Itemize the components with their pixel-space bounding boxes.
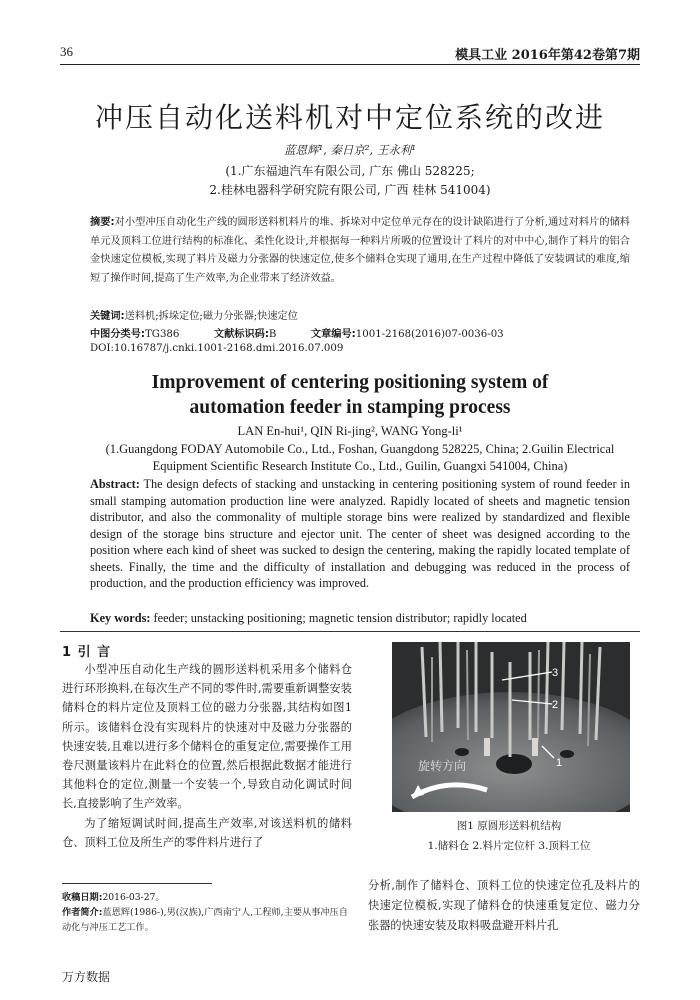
received-date xyxy=(62,890,352,905)
body-left-column xyxy=(62,660,352,852)
title-en-line-1: Improvement of centering positioning system of xyxy=(151,372,549,393)
received-label: 收稿日期: xyxy=(62,892,103,903)
affiliation-cn-1: (1.广东福迪汽车有限公司, 广东 佛山 528225; xyxy=(225,164,475,178)
title-en xyxy=(0,370,700,420)
keywords-en-label: Key words: xyxy=(90,611,151,625)
abstract-cn xyxy=(90,214,630,288)
figure-1-caption: 图1 原圆形送料机结构 xyxy=(456,820,562,832)
abstract-en-label: Abstract: xyxy=(90,477,140,491)
keywords-en xyxy=(90,611,630,626)
section-heading-intro: 1 引 言 xyxy=(62,645,112,660)
figure-1-legend: 1.储料仓 2.料片定位杆 3.顶料工位 xyxy=(427,840,591,852)
abstract-cn-text: 对小型冲压自动化生产线的圆形送料机料片的堆、拆垛对中定位单元存在的设计缺陷进行了分析,通过对料片的储料单元及顶料工位进行结构的标准化、柔性化设计,并根据每一种料片所吸的位置设计了料片的对中中心,制作了料片的铝合金快速定位模板,实现了料片及磁力分张器的快速定位,使多个储料仓实现了通用,在生产过程中降低了安装调试的难度,缩短了操作时间,提高了生产效率,为企业带来了经济效益。 xyxy=(90,217,630,284)
abstract-cn-label: 摘要: xyxy=(90,217,115,228)
clc-label: 中图分类号: xyxy=(90,329,146,340)
authors-cn: 蓝恩辉¹, 秦日京², 王永利¹ xyxy=(284,143,416,157)
feeder-photo-illustration xyxy=(392,642,630,812)
abstract-en-text: The design defects of stacking and unstacking in centering positioning system of round feeder in small stamping automation production line were analyzed. Rapidly located of sheets and magnetic tension distributor, and also the commonality of multiple storage bins were realized by standardized and flexible design of the storage bins structure and ejector unit. The center of sheet was designed according to the position where each kind of sheet was sucked to design the centering, making the rapidly located template of sheets. Finally, the time and the difficulty of installation and debugging was reduced in the process of production, and the production efficiency was improved. xyxy=(90,477,631,590)
doc-code-value: B xyxy=(268,329,277,340)
classification-line xyxy=(90,325,504,340)
journal-name: 模具工业 2016年第42卷第7期 xyxy=(455,48,640,63)
keywords-cn xyxy=(90,307,298,322)
figure-1-photo xyxy=(392,642,630,812)
affiliation-en: (1.Guangdong FODAY Automobile Co., Ltd., Foshan, Guangdong 528225, China; 2.Guilin Electrical Equipment Scientific Research Institute Co., Ltd., Guilin, Guangxi 541004, China) xyxy=(105,442,615,473)
photo-label-1: 1 xyxy=(556,757,563,769)
footnote xyxy=(62,890,352,935)
abstract-en xyxy=(90,476,630,592)
bio-text: 蓝恩辉(1986-),男(汉族),广西南宁人,工程师,主要从事冲压自动化与冲压工艺工作。 xyxy=(62,907,348,933)
doc-code-label: 文献标识码: xyxy=(213,329,269,340)
doi: DOI:10.16787/j.cnki.1001-2168.dmi.2016.07.009 xyxy=(90,343,344,354)
page-number: 36 xyxy=(60,44,73,59)
paragraph-1: 小型冲压自动化生产线的圆形送料机采用多个储料仓进行环形换料,在每次生产不同的零件时,需要重新调整安装储料仓的料片定位及顶料工位的磁力分张器,其结构如图1所示。该储料仓没有实现料片的快速对中及磁力分张器的快速安装,且难以进行多个储料仓的重复定位,需要操作工用卷尺测量该料片在此料仓的位置,然后根据此数据才能进行其他料仓的定位,测量一个安装一个,导致自动化调试时间长,直接影响了生产效率。 xyxy=(62,663,352,811)
article-no-value: 1001-2168(2016)07-0036-03 xyxy=(355,329,504,340)
watermark: 万方数据 xyxy=(62,970,111,984)
authors-en: LAN En-hui¹, QIN Ri-jing², WANG Yong-li¹ xyxy=(237,424,463,438)
photo-label-3: 3 xyxy=(552,667,559,679)
bio-label: 作者简介: xyxy=(62,907,103,918)
keywords-cn-text: 送料机;拆垛定位;磁力分张器;快速定位 xyxy=(124,311,298,322)
article-no-label: 文章编号: xyxy=(310,329,356,340)
clc-value: TG386 xyxy=(145,329,180,340)
received-value: 2016-03-27。 xyxy=(102,892,165,903)
keywords-cn-label: 关键词: xyxy=(90,311,125,322)
running-header xyxy=(60,44,640,65)
title-en-line-2: automation feeder in stamping process xyxy=(189,397,511,418)
title-cn: 冲压自动化送料机对中定位系统的改进 xyxy=(94,101,605,134)
author-bio xyxy=(62,905,352,935)
section-divider xyxy=(60,631,640,632)
keywords-en-text: feeder; unstacking positioning; magnetic tension distributor; rapidly located xyxy=(153,611,527,625)
paragraph-2: 为了缩短调试时间,提高生产效率,对该送料机的储料仓、顶料工位及所生产的零件料片进行了 xyxy=(62,816,352,849)
affiliation-cn-2: 2.桂林电器科学研究院有限公司, 广西 桂林 541004) xyxy=(209,183,491,197)
rotation-direction-label: 旋转方向 xyxy=(418,759,467,773)
footnote-divider xyxy=(62,883,212,884)
body-right-column: 分析,制作了储料仓、顶料工位的快速定位孔及料片的快速定位模板,实现了储料仓的快速重复定位、磁力分张器的快速安装及取料吸盘避开料片孔 xyxy=(368,879,640,932)
photo-label-2: 2 xyxy=(552,699,559,711)
